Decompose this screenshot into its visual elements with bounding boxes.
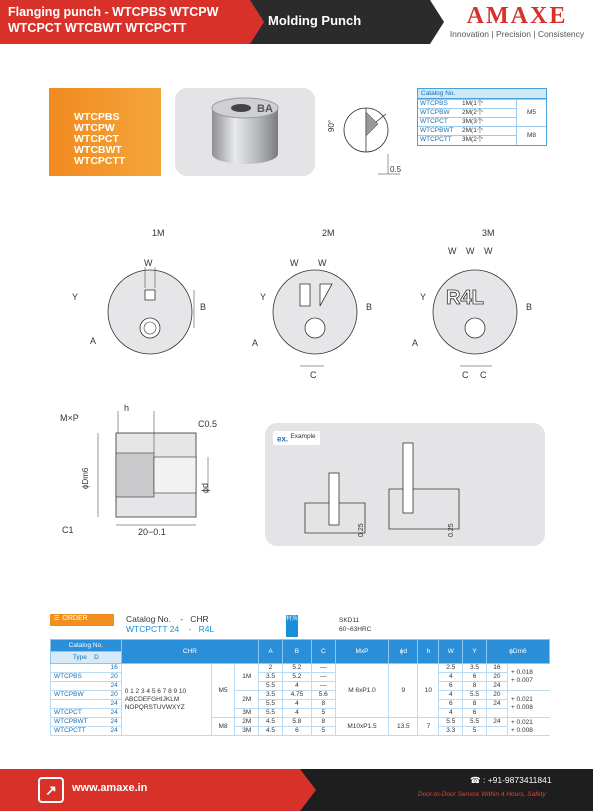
row-dm: 20 <box>486 691 507 700</box>
side-view-drawing <box>58 405 243 545</box>
row-c: 8 <box>311 718 335 727</box>
row-d: 24 <box>110 727 118 734</box>
row-type <box>51 727 122 736</box>
example-dim-2: 0.25 <box>448 523 455 537</box>
row-c: — <box>311 682 335 691</box>
row-a: 2 <box>259 664 283 673</box>
row-dm <box>486 709 507 718</box>
example-sub-label: Example <box>290 433 316 440</box>
th-type: Type <box>72 654 87 661</box>
th-h: h <box>418 640 439 664</box>
view-1m-title: 1M <box>152 228 165 238</box>
row-type <box>51 718 122 727</box>
dim-w-label: W <box>484 246 493 256</box>
row-m: 2M <box>235 718 259 727</box>
material-icon: 材质 <box>286 615 298 637</box>
model-item: WTCPCT <box>74 133 119 145</box>
row-y: 5.5 <box>463 691 487 700</box>
dim-w-label: W <box>448 246 457 256</box>
material-spec <box>339 616 371 634</box>
tol-lower: + 0.008 <box>510 726 533 734</box>
row-w: 3.3 <box>439 727 463 736</box>
material-name: SKD11 <box>339 617 360 624</box>
row-mxp: M10xP1.5 <box>335 718 389 736</box>
catalog-code: WTCPBWT <box>418 127 460 136</box>
row-a: 5.5 <box>259 700 283 709</box>
dim-y-label: Y <box>72 292 79 302</box>
th-d: ϕd <box>389 640 418 664</box>
product-photo <box>175 88 315 176</box>
catalog-code: WTCPBW <box>418 109 460 118</box>
row-dd: 9 <box>389 664 418 718</box>
dim-y-label: Y <box>260 292 267 302</box>
model-item: WTCBWT <box>74 144 122 156</box>
catalog-chars: 2M(2个 <box>460 109 516 118</box>
catalog-code: WTCPCTT <box>418 136 460 145</box>
row-b: 4 <box>282 700 311 709</box>
title-line-1: Flanging punch - WTCPBS WTCPW <box>8 5 219 19</box>
th-chr: CHR <box>121 640 258 664</box>
th-catalog: Catalog No. <box>51 640 122 652</box>
row-d: 20 <box>110 691 118 698</box>
row-type <box>51 691 122 700</box>
row-b: 4.75 <box>282 691 311 700</box>
row-type-text: WTCPBW <box>54 691 84 698</box>
row-m: 3M <box>235 709 259 718</box>
footer-url[interactable]: www.amaxe.in <box>72 782 148 794</box>
row-h: 10 <box>418 664 439 718</box>
row-c: 8 <box>311 700 335 709</box>
row-dm: 20 <box>486 673 507 682</box>
spec-table <box>50 639 550 736</box>
catalog-mini-table <box>417 88 547 146</box>
row-dm: 24 <box>486 718 507 727</box>
row-c: — <box>311 673 335 682</box>
row-d: 24 <box>110 682 118 689</box>
row-tol <box>507 691 549 718</box>
view-3m-title: 3M <box>482 228 495 238</box>
row-w: 5.5 <box>439 718 463 727</box>
row-b: 4 <box>282 709 311 718</box>
row-c: 5.6 <box>311 691 335 700</box>
row-w: 4 <box>439 673 463 682</box>
th-a: A <box>259 640 283 664</box>
row-b: 4 <box>282 682 311 691</box>
chr-digits: 0 1 2 3 4 5 6 7 8 9 10 <box>124 687 187 695</box>
row-type <box>51 709 122 718</box>
row-dm: 16 <box>486 664 507 673</box>
row-w: 4 <box>439 709 463 718</box>
row-b: 5.2 <box>282 673 311 682</box>
row-b: 6 <box>282 727 311 736</box>
example-drawing <box>285 433 535 543</box>
dim-len-label: 20−0.1 <box>138 527 166 537</box>
row-c: 5 <box>311 727 335 736</box>
page-title <box>0 0 250 44</box>
footer-website[interactable] <box>0 769 300 811</box>
view-3m-marking: R4L <box>446 287 484 309</box>
catalog-chars: 3M(3个 <box>460 118 516 127</box>
section-title: Molding Punch <box>250 0 430 44</box>
row-c: — <box>311 664 335 673</box>
row-a: 3.5 <box>259 673 283 682</box>
row-type <box>51 700 122 709</box>
row-a: 5.5 <box>259 709 283 718</box>
catalog-code: WTCPBS <box>418 100 460 109</box>
row-type <box>51 664 122 673</box>
th-type-d <box>51 652 122 664</box>
example-tag-label: ex. <box>277 434 289 444</box>
row-b: 5.8 <box>282 718 311 727</box>
row-mxp: M 6xP1.0 <box>335 664 389 718</box>
row-d: 24 <box>110 709 118 716</box>
title-line-2: WTCPCT WTCBWT WTCPCTT <box>8 21 187 35</box>
material-hardness: 60~63HRC <box>339 626 372 633</box>
row-type-text: WTCPCT <box>54 709 82 716</box>
row-d: 24 <box>110 718 118 725</box>
logo-wordmark: AMAXE <box>466 3 568 29</box>
tip-dim-label: 0.5 <box>390 165 402 174</box>
photo-marking: BA <box>257 103 273 115</box>
row-a: 3.5 <box>259 691 283 700</box>
dim-b-label: B <box>366 302 373 312</box>
row-type-text: WTCPCTT <box>54 727 86 734</box>
dim-dm6-label: ϕDm6 <box>81 467 90 489</box>
dim-c-label: C <box>480 370 487 380</box>
external-link-icon: ↗ <box>38 777 64 803</box>
row-d: 24 <box>110 700 118 707</box>
catalog-mini-header: Catalog No. <box>418 89 546 99</box>
thread-m8: M8 <box>211 718 235 736</box>
order-badge: ☰ ORDER <box>50 614 114 626</box>
row-dm <box>486 727 507 736</box>
footer-slogan: Door-to-Door Service Within 4 Hours, Safety <box>418 791 546 798</box>
catalog-thread: M8 <box>516 127 546 145</box>
tol-lower: + 0.008 <box>510 704 533 711</box>
dim-mp-label: M×P <box>60 413 79 423</box>
dim-w-label: W <box>144 258 153 268</box>
row-w: 6 <box>439 700 463 709</box>
row-d: 20 <box>110 673 118 680</box>
view-2m-title: 2M <box>322 228 335 238</box>
catalog-chars: 2M(1个 <box>460 127 516 136</box>
face-views-drawing <box>60 222 560 392</box>
order-row <box>50 614 550 638</box>
row-a: 4.5 <box>259 718 283 727</box>
tol-upper: + 0.018 <box>510 669 533 676</box>
order-catalog-label: Catalog No. - CHR <box>126 614 209 624</box>
row-m: 1M <box>235 664 259 691</box>
amaxe-logo <box>446 3 588 39</box>
chr-letters-2: NOPQRSTUVWXYZ <box>124 703 185 711</box>
example-panel <box>265 423 545 546</box>
thread-m5: M5 <box>211 664 235 718</box>
row-type-text: WTCPBWT <box>54 718 88 725</box>
model-item: WTCPBS <box>74 111 120 123</box>
row-tol <box>507 718 549 736</box>
chr-letters-1: ABCDEFGHIJKLM <box>124 695 180 703</box>
row-dm: 24 <box>486 682 507 691</box>
example-dim-1: 0.25 <box>358 523 365 537</box>
row-m: 3M <box>235 727 259 736</box>
th-c: C <box>311 640 335 664</box>
row-c: 5 <box>311 709 335 718</box>
logo-tagline: Innovation | Precision | Consistency <box>449 29 585 39</box>
tol-upper: + 0.021 <box>510 696 533 703</box>
row-type <box>51 682 122 691</box>
row-y: 6 <box>463 673 487 682</box>
dim-a-label: A <box>90 336 97 346</box>
dim-c-label: C <box>310 370 317 380</box>
th-mxp: MxP <box>335 640 389 664</box>
tol-upper: + 0.021 <box>510 718 533 726</box>
dim-b-label: B <box>526 302 533 312</box>
th-dm6: ϕDm6 <box>486 640 549 664</box>
row-type <box>51 673 122 682</box>
row-w: 6 <box>439 682 463 691</box>
catalog-chars: 3M(2个 <box>460 136 516 145</box>
dim-c05-label: C0.5 <box>198 419 218 429</box>
row-a: 4.5 <box>259 727 283 736</box>
row-d: 16 <box>110 664 118 671</box>
chr-cell <box>121 664 211 736</box>
dim-c-label: C <box>462 370 469 380</box>
dim-w-label: W <box>290 258 299 268</box>
model-item: WTCPW <box>74 122 115 134</box>
row-y: 5 <box>463 727 487 736</box>
row-m: 2M <box>235 691 259 709</box>
row-a: 5.5 <box>259 682 283 691</box>
model-list <box>49 88 161 176</box>
dim-a-label: A <box>412 338 419 348</box>
row-y: 3.5 <box>463 664 487 673</box>
dim-c1-label: C1 <box>62 525 74 535</box>
page-header <box>0 0 593 44</box>
row-y: 8 <box>463 682 487 691</box>
dim-d-label: ϕd <box>200 482 210 493</box>
tol-lower: + 0.007 <box>510 677 533 684</box>
row-tol <box>507 664 549 691</box>
row-dm: 24 <box>486 700 507 709</box>
dim-a-label: A <box>252 338 259 348</box>
table-row <box>51 664 550 673</box>
footer-phone[interactable]: ☎ : +91-9873411841 <box>470 775 552 785</box>
dim-w-label: W <box>318 258 327 268</box>
phone-number[interactable]: +91-9873411841 <box>487 775 552 785</box>
page-footer <box>0 769 593 811</box>
row-w: 2.5 <box>439 664 463 673</box>
dim-b-label: B <box>200 302 207 312</box>
catalog-chars: 1M(1个 <box>460 100 516 109</box>
row-type-text: WTCPBS <box>54 673 82 680</box>
row-y: 8 <box>463 700 487 709</box>
th-w: W <box>439 640 463 664</box>
punch-photo-illustration <box>175 88 315 176</box>
row-y: 5.5 <box>463 718 487 727</box>
tip-angle-label: 90° <box>327 119 336 132</box>
tip-detail-drawing <box>328 100 413 180</box>
model-item: WTCPCTT <box>74 155 126 167</box>
row-y: 6 <box>463 709 487 718</box>
dim-y-label: Y <box>420 292 427 302</box>
row-dd: 13.5 <box>389 718 418 736</box>
row-w: 4 <box>439 691 463 700</box>
catalog-thread: M5 <box>516 100 546 127</box>
order-catalog-value: WTCPCTT 24 - R4L <box>126 624 215 634</box>
th-b: B <box>282 640 311 664</box>
catalog-code: WTCPCT <box>418 118 460 127</box>
row-b: 5.2 <box>282 664 311 673</box>
dim-h-label: h <box>124 403 130 413</box>
row-h: 7 <box>418 718 439 736</box>
th-d-col: D <box>94 654 99 661</box>
dim-w-label: W <box>466 246 475 256</box>
th-y: Y <box>463 640 487 664</box>
